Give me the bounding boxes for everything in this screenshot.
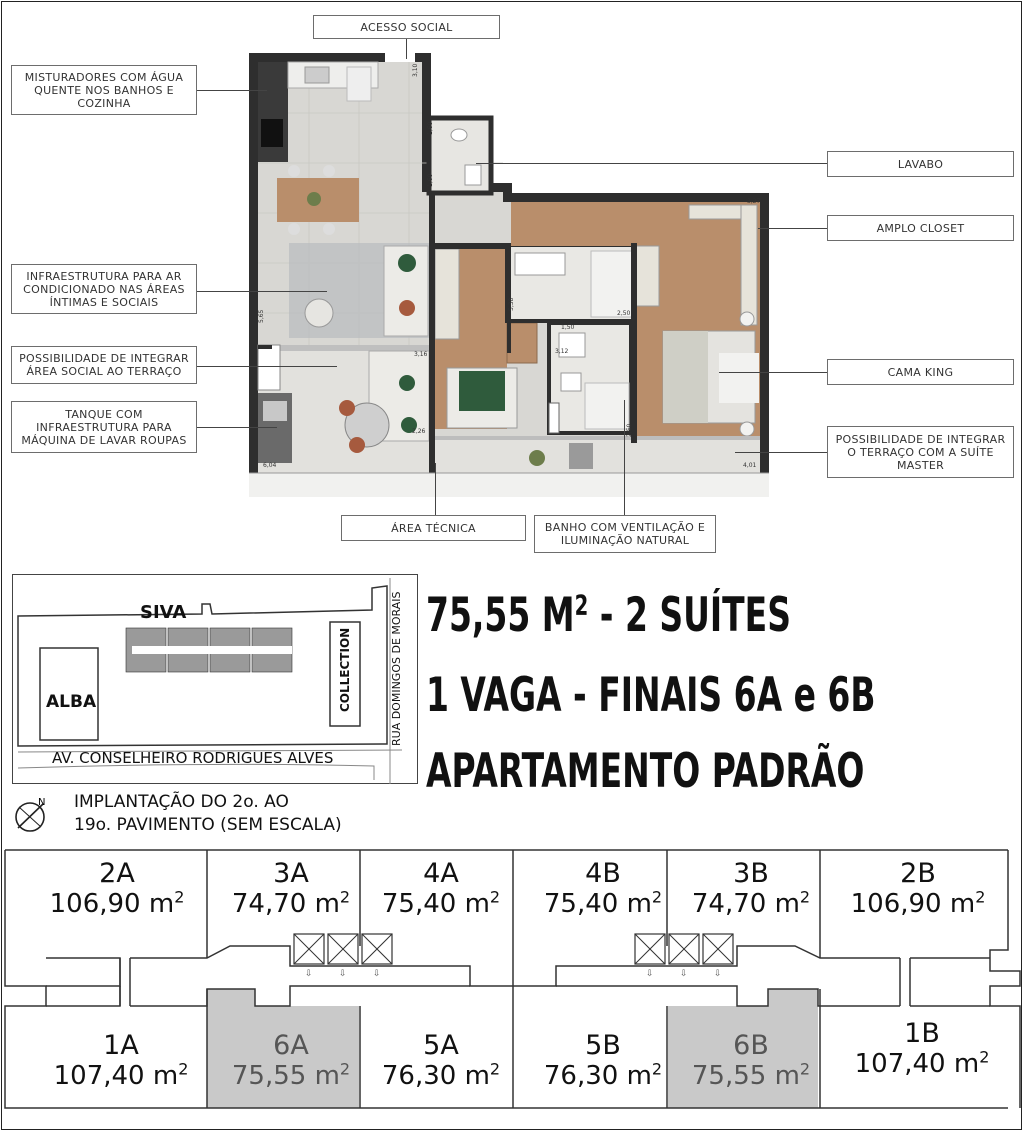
dim-label: 2,50 [626, 423, 633, 437]
dim-label: 2,50 [617, 310, 631, 317]
unit-name: 4A [423, 858, 459, 889]
unit-area: 75,40 $m^2$ [381, 887, 501, 919]
dim-label: 6,04 [263, 462, 277, 469]
dim-label: 3,10 [412, 63, 419, 77]
svg-text:⇩: ⇩ [714, 969, 722, 979]
site-label-alba: ALBA [46, 692, 97, 712]
unit-name: 5A [423, 1030, 459, 1061]
dim-label: 4,01 [743, 462, 757, 469]
site-label-siva: SIVA [140, 602, 187, 623]
unit-2b [838, 858, 998, 919]
north-label: N [38, 797, 46, 808]
unit-2a [42, 858, 192, 919]
leader-line [735, 452, 827, 453]
callout-amplo-closet: AMPLO CLOSET [827, 215, 1014, 241]
site-label-avenida: AV. CONSELHEIRO RODRIGUES ALVES [52, 749, 334, 767]
leader-line [406, 39, 407, 59]
unit-5a [366, 1030, 516, 1091]
site-plan [12, 574, 418, 784]
leader-line [758, 228, 827, 229]
unit-name: 2A [99, 858, 135, 889]
unit-area: 74,70 $m^2$ [691, 887, 811, 919]
leader-line [197, 366, 337, 367]
unit-6a-highlighted [216, 1030, 366, 1091]
unit-name: 5B [585, 1030, 621, 1061]
unit-name: 1A [103, 1030, 139, 1061]
dim-label: 3,16 [414, 351, 428, 358]
leader-line [476, 163, 827, 164]
unit-6b-highlighted [676, 1030, 826, 1091]
unit-3b [676, 858, 826, 919]
implantacao-line1: IMPLANTAÇÃO DO 2o. AO [74, 792, 289, 812]
headline-area-value: 75,55 M [426, 588, 575, 643]
svg-text:⇩: ⇩ [305, 969, 313, 979]
leader-line [719, 372, 827, 373]
unit-4a [366, 858, 516, 919]
unit-name: 6A [273, 1030, 309, 1061]
unit-area: 76,30 $m^2$ [381, 1059, 501, 1091]
unit-area: 76,30 $m^2$ [543, 1059, 663, 1091]
unit-name: 2B [900, 858, 936, 889]
dim-label: 3,27 [747, 198, 761, 205]
unit-name: 6B [733, 1030, 769, 1061]
unit-4b [528, 858, 678, 919]
unit-5b [528, 1030, 678, 1091]
unit-area: 107,40 $m^2$ [854, 1047, 990, 1079]
implantacao-line2: 19o. PAVIMENTO (SEM ESCALA) [74, 815, 342, 835]
leader-line [197, 291, 327, 292]
dim-label: 1,60 [427, 173, 434, 187]
callout-banho-ventilacao: BANHO COM VENTILAÇÃO E ILUMINAÇÃO NATURAL [534, 515, 716, 553]
callout-cama-king: CAMA KING [827, 359, 1014, 385]
floor-plan-drawing [249, 53, 769, 497]
dim-label: 5,38 [508, 297, 515, 311]
unit-name: 3B [733, 858, 769, 889]
headline-suites: - 2 SUÍTES [588, 588, 791, 643]
dim-label: 1,50 [561, 324, 575, 331]
headline-tipo: APARTAMENTO PADRÃO [426, 744, 865, 799]
headline-area [426, 588, 791, 643]
dim-label: 3,12 [555, 348, 569, 355]
callout-area-tecnica: ÁREA TÉCNICA [341, 515, 526, 541]
leader-line [197, 90, 267, 91]
unit-1a [46, 1030, 196, 1091]
dim-label: 1,60 [427, 121, 434, 135]
unit-name: 4B [585, 858, 621, 889]
callout-integrar-suite: POSSIBILIDADE DE INTEGRAR O TERRAÇO COM A SUÍTE MASTER [827, 426, 1014, 478]
callout-tanque: TANQUE COM INFRAESTRUTURA PARA MÁQUINA DE LAVAR ROUPAS [11, 401, 197, 453]
leader-line [435, 463, 436, 515]
unit-area: 75,55 $m^2$ [691, 1059, 811, 1091]
site-label-rua: RUA DOMINGOS DE MORAIS [390, 591, 403, 746]
headline-vaga: 1 VAGA - FINAIS 6A e 6B [426, 668, 876, 723]
north-compass-icon [10, 795, 50, 835]
unit-1b [842, 1018, 1002, 1079]
unit-area: 106,90 $m^2$ [49, 887, 185, 919]
unit-area: 106,90 $m^2$ [850, 887, 986, 919]
dim-label: 2,26 [412, 428, 426, 435]
unit-name: 1B [904, 1018, 940, 1049]
unit-name: 3A [273, 858, 309, 889]
callout-integrar-terraco: POSSIBILIDADE DE INTEGRAR ÁREA SOCIAL AO TERRAÇO [11, 346, 197, 384]
callout-lavabo: LAVABO [827, 151, 1014, 177]
site-label-collection: COLLECTION [338, 627, 352, 712]
callout-acesso-social: ACESSO SOCIAL [313, 15, 500, 39]
unit-area: 75,55 $m^2$ [231, 1059, 351, 1091]
unit-3a [216, 858, 366, 919]
svg-text:⇩: ⇩ [339, 969, 347, 979]
svg-text:⇩: ⇩ [680, 969, 688, 979]
implantacao-caption [74, 791, 342, 837]
unit-area: 74,70 $m^2$ [231, 887, 351, 919]
dim-label: 5,65 [258, 309, 265, 323]
leader-line [624, 400, 625, 515]
svg-text:⇩: ⇩ [373, 969, 381, 979]
leader-line [197, 427, 277, 428]
callout-misturadores: MISTURADORES COM ÁGUA QUENTE NOS BANHOS E COZINHA [11, 65, 197, 115]
svg-text:⇩: ⇩ [646, 969, 654, 979]
unit-area: 75,40 $m^2$ [543, 887, 663, 919]
unit-area: 107,40 $m^2$ [53, 1059, 189, 1091]
callout-infra-ar: INFRAESTRUTURA PARA AR CONDICIONADO NAS ÁREAS ÍNTIMAS E SOCIAIS [11, 264, 197, 314]
floor-plan [249, 53, 769, 497]
headline-area-sup: 2 [574, 588, 589, 622]
